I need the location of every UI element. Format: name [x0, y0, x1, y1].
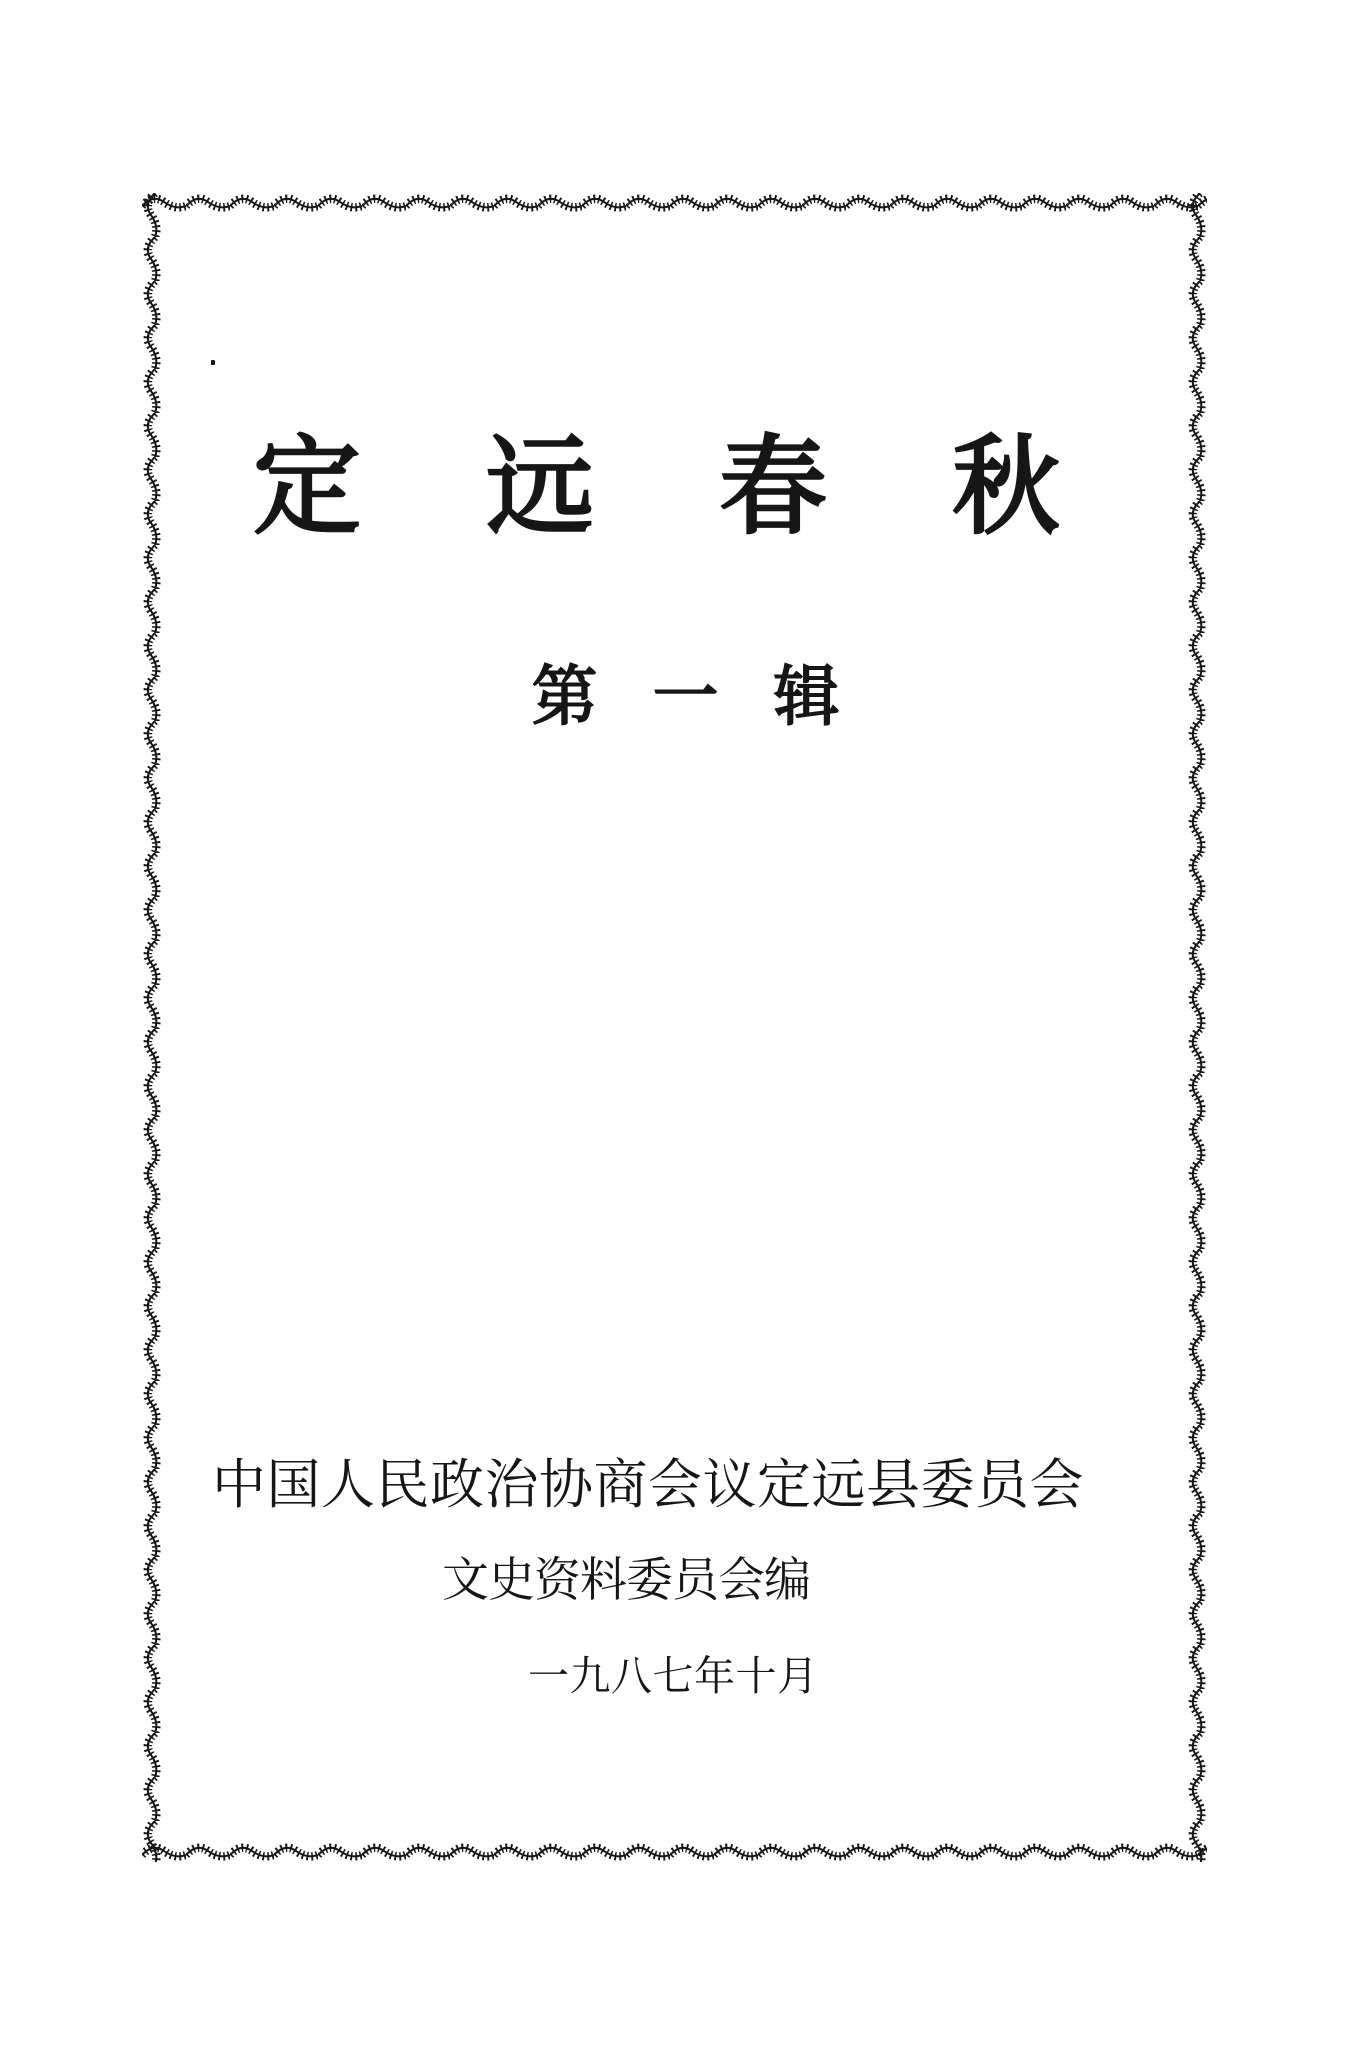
volume-label — [12, 662, 1347, 735]
title-char-2: 远 — [485, 429, 594, 548]
volume-char-2: 一 — [652, 661, 719, 734]
publisher-line-2: 文史资料委员会编 — [442, 1555, 810, 1607]
scan-speck — [211, 360, 215, 365]
border-top-edge — [142, 193, 1207, 213]
border-bottom-edge — [142, 1842, 1207, 1862]
title-char-4: 秋 — [952, 429, 1061, 548]
book-title — [0, 430, 1330, 549]
title-char-1: 定 — [252, 429, 361, 548]
volume-char-3: 辑 — [773, 661, 840, 734]
volume-char-1: 第 — [531, 661, 598, 734]
publisher-line-1: 中国人民政治协商会议定远县委员会 — [212, 1455, 1084, 1515]
title-char-3: 春 — [719, 429, 828, 548]
publication-date: 一九八七年十月 — [528, 1653, 819, 1699]
